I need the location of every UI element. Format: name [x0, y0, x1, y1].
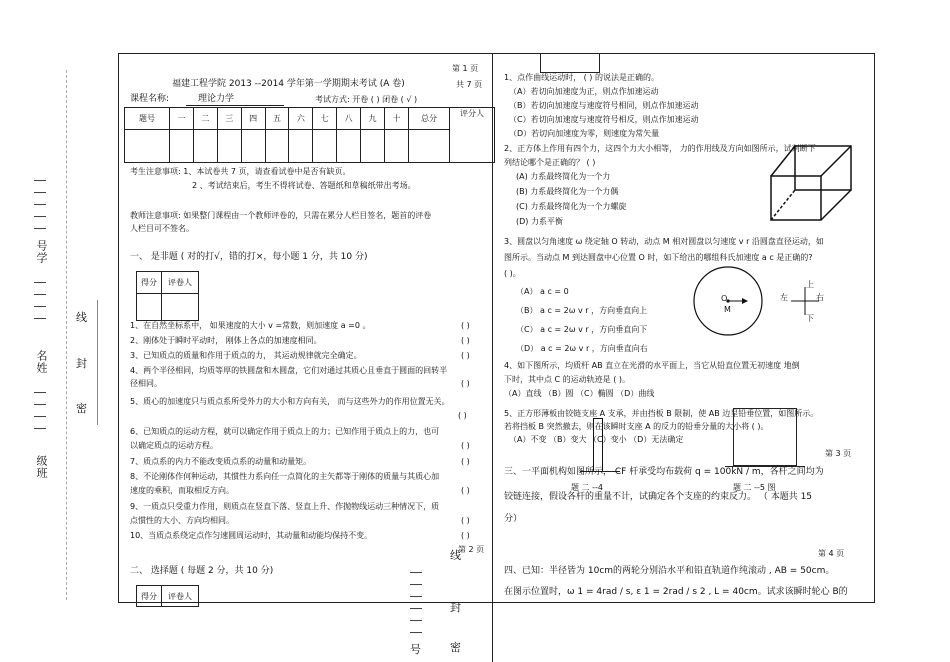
- seal-divider: [97, 300, 98, 425]
- answer-paren[interactable]: ( ): [461, 531, 470, 540]
- answer-paren[interactable]: ( ): [461, 351, 470, 360]
- grader-label: 评卷人: [162, 272, 199, 294]
- answer-paren[interactable]: ( ): [461, 321, 470, 330]
- score-header: 二: [193, 108, 217, 130]
- section1-score-box: [136, 271, 199, 321]
- q5-stem-cont: 若将挡板 B 突然撤去，则在该瞬时支座 A 的反力的铅垂分量的大小将 ( )。: [504, 422, 769, 431]
- mid-id-label: 号: [410, 643, 421, 656]
- score-cell[interactable]: [337, 130, 361, 163]
- answer-paren[interactable]: ( ): [461, 336, 470, 345]
- disk-center-label: O: [721, 294, 728, 303]
- student-id-label: 号学: [35, 240, 48, 264]
- score-header: 九: [361, 108, 385, 130]
- course-underline: [186, 105, 284, 106]
- q3-problem-cont: 铰链连接，假设各杆的重量不计，试确定各个支座的约束反力。 （ 本题共 15: [504, 492, 813, 502]
- page-number-4: 第 4 页: [818, 549, 845, 558]
- answer-paren[interactable]: ( ): [461, 516, 470, 525]
- exam-mode: 考试方式: 开卷 ( ) 闭卷 ( √ ): [315, 95, 418, 104]
- q2-option-a: (A) 力系最终简化为一个力: [516, 172, 611, 181]
- page-number-3: 第 3 页: [825, 449, 852, 458]
- q3-option-a: （A） a c = 0: [516, 287, 569, 296]
- grader-header: 评分人: [450, 108, 495, 163]
- score-header: 五: [265, 108, 289, 130]
- score-header: 题号: [125, 108, 170, 130]
- section1-title: 一、 是非题 ( 对的打√，错的打×，每小题 1 分，共 10 分): [130, 252, 368, 262]
- tf-item-10: 10、当质点系绕定点作匀速圆周运动时，其动量和动能均保持不变。: [130, 531, 373, 540]
- q2-option-d: (D) 力系平衡: [516, 217, 563, 226]
- score-header: 六: [289, 108, 313, 130]
- answer-paren[interactable]: ( ): [458, 411, 467, 420]
- student-name-label: 名姓: [35, 350, 48, 374]
- seal-word-secret: 密: [76, 402, 87, 415]
- total-pages: 共 7 页: [456, 80, 483, 89]
- answer-paren[interactable]: ( ): [461, 457, 470, 466]
- mid-seal-word-secret: 密: [450, 641, 461, 654]
- seal-word-seal: 封: [76, 357, 87, 370]
- grader-label: 评卷人: [162, 586, 199, 607]
- tf-item-6: 6、已知质点的运动方程，就可以确定作用于质点上的力；已知作用于质点上的力，也可: [130, 427, 440, 436]
- q1-option-a: （A）若切向加速度为正，则点作加速运动: [509, 87, 659, 96]
- score-cell[interactable]: [125, 130, 170, 163]
- answer-paren[interactable]: ( ): [461, 486, 470, 495]
- score-cell[interactable]: [241, 130, 265, 163]
- tf-item-7: 7、质点系的内力不能改变质点系的动量和动量矩。: [130, 457, 312, 466]
- rod-figure: [593, 418, 603, 472]
- student-note: 考生注意事项: 1、本试卷共 7 页，请查看试卷中是否有缺页。: [130, 167, 351, 176]
- q3-paren[interactable]: ( )。: [504, 269, 521, 278]
- score-cell[interactable]: [289, 130, 313, 163]
- score-label: 得分: [137, 272, 162, 294]
- score-header: 四: [241, 108, 265, 130]
- cube-figure: [765, 140, 857, 226]
- page-number-1: 第 1 页: [452, 64, 479, 73]
- q2-stem: 2、正方体上作用有四个力，这四个力大小相等， 力的作用线及方向如图所示，试判断下: [504, 144, 816, 153]
- dir-down: 下: [806, 314, 814, 323]
- teacher-note: 教师注意事项: 如果整门课程由一个教师评卷的，只需在累分人栏目签名，题首的评卷: [130, 211, 432, 220]
- q4-options: （A）直线 （B）圆 （C）椭圆 （D）曲线: [504, 389, 655, 398]
- seal-word-line: 线: [76, 311, 87, 324]
- score-header: 七: [313, 108, 337, 130]
- tf-item-6-cont: 以确定质点的运动方程。: [130, 441, 218, 450]
- disk-figure: [690, 265, 770, 340]
- mid-seal-word-line: 线: [450, 549, 461, 562]
- tf-item-1: 1、在自然坐标系中， 如果速度的大小 v =常数，则加速度 a =0 。: [130, 321, 371, 330]
- score-cell[interactable]: [137, 294, 162, 321]
- q4-problem-cont: 在图示位置时，ω 1 = 4rad / s, ε 1 = 2rad / s 2 , L = 40cm。试求该瞬时轮心 B的: [504, 587, 848, 597]
- q1-option-b: （B）若切向加速度与速度符号相同，则点作加速运动: [509, 101, 699, 110]
- dir-up: 上: [806, 280, 814, 289]
- score-cell[interactable]: [384, 130, 408, 163]
- q1-option-d: （D）若切向加速度为零，则速度为常矢量: [509, 129, 660, 138]
- tf-item-9-cont: 点惯性的大小、方向均相同。: [130, 516, 234, 525]
- score-cell[interactable]: [217, 130, 241, 163]
- q4-stem: 4、如下图所示，均质杆 AB 直立在光滑的水平面上，当它从铅直位置无初速度 地倒: [504, 361, 800, 370]
- q3-option-b: （B） a c = 2ω v r ，方向垂直向上: [516, 306, 648, 315]
- grader-cell[interactable]: [162, 294, 199, 321]
- course-label: 课程名称:: [130, 94, 170, 104]
- q3-stem: 3、圆盘以匀角速度 ω 绕定轴 O 转动，动点 M 相对圆盘以匀速度 v r 沿圆盘直径运动，如: [504, 237, 824, 246]
- q1-option-c: （C）若切向加速度与速度符号相反，则点作加速运动: [509, 115, 699, 124]
- tf-item-4: 4、两个半径相同，均质等厚的铁圆盘和木圆盘，它们对通过其质心且垂直于圆面的回转半: [130, 366, 448, 375]
- score-table: [124, 107, 495, 163]
- page-number-2: 第 2 页: [458, 545, 485, 554]
- score-cell[interactable]: [170, 130, 194, 163]
- binding-line: [66, 70, 67, 600]
- score-header: 八: [337, 108, 361, 130]
- fig-caption-4: 题 二 --4: [571, 483, 603, 492]
- answer-paren[interactable]: ( ): [461, 379, 470, 388]
- q2-option-b: (B) 力系最终简化为一个力偶: [516, 187, 619, 196]
- plate-figure: [733, 408, 797, 466]
- q4-problem: 四、已知：半径皆为 10cm的两轮分别沿水平和铅直轨道作纯滚动 , AB = 50cm。: [504, 566, 835, 576]
- q3-stem-cont: 图所示。当动点 M 到达圆盘中心位置 O 时，如下给出的哪组科氏加速度 a c 是正确的?: [504, 253, 813, 262]
- tf-item-4-cont: 径相同。: [130, 379, 162, 388]
- section2-score-box: [136, 585, 199, 607]
- class-label: 级班: [35, 455, 48, 479]
- disk-point-label: M: [724, 305, 731, 314]
- q1-stem: 1、点作曲线运动时， ( ) 的说法是正确的。: [504, 73, 659, 82]
- score-cell[interactable]: [409, 130, 450, 163]
- score-cell[interactable]: [313, 130, 337, 163]
- dir-left: 左: [780, 293, 788, 302]
- q2-stem-cont: 列结论哪个是正确的？ ( ): [504, 158, 596, 167]
- q5-options: （A）不变 （B）变大 （C）变小 （D）无法确定: [509, 435, 684, 444]
- q4-stem-cont: 下时，其中点 C 的运动轨迹是 ( )。: [504, 375, 630, 384]
- tf-item-8-cont: 速度的乘积，而取相反方向。: [130, 486, 234, 495]
- dir-right: 右: [816, 293, 824, 302]
- exam-title: 福建工程学院 2013 --2014 学年第一学期期末考试 (A 卷): [172, 79, 405, 89]
- score-header: 三: [217, 108, 241, 130]
- q3-option-c: （C） a c = 2ω v r ，方向垂直向下: [516, 325, 648, 334]
- q3-problem-end: 分）: [504, 514, 523, 524]
- teacher-note: 人栏目可不签名。: [130, 224, 194, 233]
- tf-item-9: 9、一质点只受重力作用，则质点在竖直下落、竖直上升、作抛物线运动三种情况下，质: [130, 502, 440, 511]
- tf-item-2: 2、刚体处于瞬时平动时， 刚体上各点的加速度相同。: [130, 336, 322, 345]
- score-cell[interactable]: [193, 130, 217, 163]
- q3-problem: 三、一平面机构如图所示， CF 杆承受均布载荷 q = 100kN / m，各杆之间均为: [504, 467, 824, 477]
- course-name: 理论力学: [198, 94, 235, 104]
- score-header: 一: [170, 108, 194, 130]
- score-cell[interactable]: [361, 130, 385, 163]
- tf-item-8: 8、不论刚体作何种运动，其惯性力系向任一点简化的主矢都等于刚体的质量与其质心加: [130, 472, 440, 481]
- score-header: 十: [384, 108, 408, 130]
- tf-item-3: 3、已知质点的质量和作用于质点的力， 其运动规律就完全确定。: [130, 351, 362, 360]
- section2-title: 二、 选择题 ( 每题 2 分，共 10 分): [130, 566, 274, 576]
- answer-paren[interactable]: ( ): [461, 441, 470, 450]
- score-header: 总分: [409, 108, 450, 130]
- mid-seal-word-seal: 封: [450, 601, 461, 614]
- tf-item-5: 5、质心的加速度只与质点系所受外力的大小和方向有关， 而与这些外力的作用位置无关。: [130, 397, 450, 406]
- score-label: 得分: [137, 586, 162, 607]
- score-stub-box: [540, 53, 600, 73]
- fig-caption-5: 题 二 --5 图: [733, 483, 776, 492]
- q5-stem: 5、正方形薄板由铰链支座 A 支承，并由挡板 B 限制，使 AB 边呈铅垂位置，如图所示。: [504, 409, 819, 418]
- student-note: 2 、考试结束后，考生不得将试卷、答题纸和草稿纸带出考场。: [192, 181, 416, 190]
- score-cell[interactable]: [265, 130, 289, 163]
- q2-option-c: (C) 力系最终简化为一个力螺旋: [516, 202, 627, 211]
- q3-option-d: （D） a c = 2ω v r ，方向垂直向右: [516, 344, 648, 353]
